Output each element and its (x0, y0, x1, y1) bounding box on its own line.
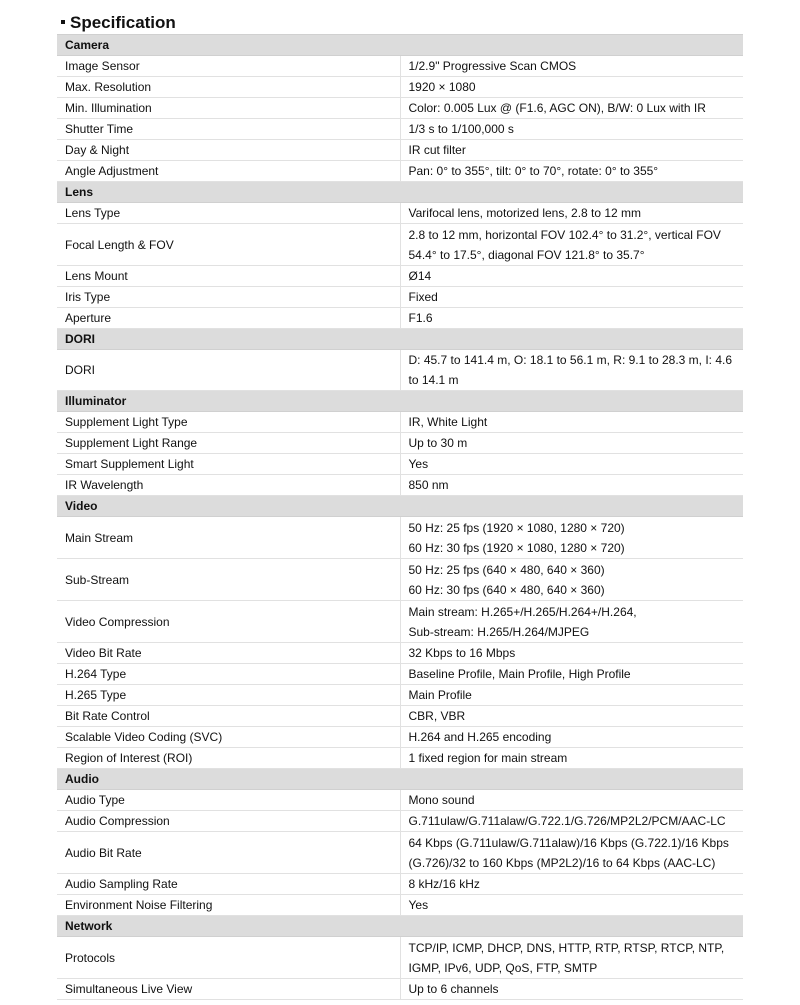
spec-value (400, 56, 743, 77)
spec-value-line: 2.8 to 12 mm, horizontal FOV 102.4° to 31.2°, vertical FOV 54.4° to 17.5°, diagonal FOV 121.8° to 35.7° (408, 227, 721, 262)
spec-value-line: Ø14 (408, 269, 432, 283)
spec-value-line: CBR, VBR (408, 709, 466, 723)
section-title: DORI (57, 329, 743, 350)
spec-value-line: Baseline Profile, Main Profile, High Profile (408, 667, 631, 681)
spec-value-line: Mono sound (408, 793, 475, 807)
spec-key: DORI (57, 350, 400, 391)
spec-value-line: 850 nm (408, 478, 449, 492)
spec-row (57, 350, 743, 391)
spec-row (57, 811, 743, 832)
spec-value-line: Yes (408, 898, 429, 912)
spec-value (400, 832, 743, 874)
section-header (57, 391, 743, 412)
spec-key: Bit Rate Control (57, 706, 400, 727)
spec-key: Max. Resolution (57, 77, 400, 98)
spec-row (57, 266, 743, 287)
spec-key: Sub-Stream (57, 559, 400, 601)
spec-value-line: Pan: 0° to 355°, tilt: 0° to 70°, rotate: 0° to 355° (408, 164, 659, 178)
spec-row (57, 56, 743, 77)
spec-key: Focal Length & FOV (57, 224, 400, 266)
section-title: Network (57, 916, 743, 937)
spec-value (400, 895, 743, 916)
spec-value (400, 412, 743, 433)
spec-key: Lens Mount (57, 266, 400, 287)
spec-value (400, 643, 743, 664)
spec-key: Region of Interest (ROI) (57, 748, 400, 769)
spec-key: Audio Bit Rate (57, 832, 400, 874)
section-header (57, 35, 743, 56)
spec-value-line: H.264 and H.265 encoding (408, 730, 552, 744)
spec-value-line: 1/2.9" Progressive Scan CMOS (408, 59, 577, 73)
spec-row (57, 937, 743, 979)
spec-row (57, 748, 743, 769)
spec-row (57, 119, 743, 140)
spec-key: Day & Night (57, 140, 400, 161)
spec-value (400, 727, 743, 748)
spec-row (57, 685, 743, 706)
spec-value (400, 119, 743, 140)
spec-row (57, 706, 743, 727)
spec-value (400, 98, 743, 119)
spec-value-line: Main Profile (408, 688, 472, 702)
spec-value (400, 748, 743, 769)
spec-key: Min. Illumination (57, 98, 400, 119)
spec-value-line: Up to 30 m (408, 436, 468, 450)
spec-key: Supplement Light Range (57, 433, 400, 454)
spec-value-line: 8 kHz/16 kHz (408, 877, 480, 891)
page-title-text: Specification (70, 13, 176, 32)
spec-key: Scalable Video Coding (SVC) (57, 727, 400, 748)
page-title (57, 12, 743, 34)
spec-row (57, 475, 743, 496)
spec-row (57, 77, 743, 98)
spec-value (400, 433, 743, 454)
spec-key: H.265 Type (57, 685, 400, 706)
section-title: Audio (57, 769, 743, 790)
section-header (57, 916, 743, 937)
spec-key: Angle Adjustment (57, 161, 400, 182)
spec-value (400, 601, 743, 643)
square-bullet-icon (61, 20, 65, 24)
spec-value-line: 60 Hz: 30 fps (640 × 480, 640 × 360) (408, 582, 605, 597)
spec-value-line: F1.6 (408, 311, 433, 325)
spec-row (57, 161, 743, 182)
spec-key: Video Bit Rate (57, 643, 400, 664)
spec-value (400, 203, 743, 224)
spec-value-line: Color: 0.005 Lux @ (F1.6, AGC ON), B/W: 0 Lux with IR (408, 101, 706, 115)
spec-value (400, 161, 743, 182)
spec-row (57, 895, 743, 916)
spec-row (57, 727, 743, 748)
spec-value-line: 32 Kbps to 16 Mbps (408, 646, 516, 660)
spec-key: Iris Type (57, 287, 400, 308)
section-title: Lens (57, 182, 743, 203)
spec-key: IR Wavelength (57, 475, 400, 496)
spec-value-line: 1920 × 1080 (408, 80, 476, 94)
spec-row (57, 308, 743, 329)
spec-value (400, 664, 743, 685)
spec-value (400, 140, 743, 161)
spec-row (57, 664, 743, 685)
spec-value (400, 517, 743, 559)
spec-value (400, 308, 743, 329)
spec-value-line: Main stream: H.265+/H.265/H.264+/H.264, (408, 604, 637, 619)
section-title: Camera (57, 35, 743, 56)
spec-row (57, 601, 743, 643)
spec-key: Audio Sampling Rate (57, 874, 400, 895)
spec-value-line: 60 Hz: 30 fps (1920 × 1080, 1280 × 720) (408, 540, 625, 555)
spec-value (400, 350, 743, 391)
spec-table (57, 34, 743, 1000)
spec-row (57, 832, 743, 874)
spec-row (57, 454, 743, 475)
spec-row (57, 559, 743, 601)
spec-key: Environment Noise Filtering (57, 895, 400, 916)
spec-sheet (57, 12, 743, 1000)
section-title: Video (57, 496, 743, 517)
spec-row (57, 433, 743, 454)
spec-row (57, 203, 743, 224)
spec-value (400, 706, 743, 727)
spec-value (400, 559, 743, 601)
spec-key: Audio Type (57, 790, 400, 811)
section-header (57, 329, 743, 350)
spec-value (400, 685, 743, 706)
spec-value (400, 811, 743, 832)
spec-value (400, 475, 743, 496)
spec-value (400, 454, 743, 475)
spec-row (57, 874, 743, 895)
spec-value (400, 937, 743, 979)
spec-key: Video Compression (57, 601, 400, 643)
spec-value (400, 224, 743, 266)
spec-key: Audio Compression (57, 811, 400, 832)
spec-value-line: IR cut filter (408, 143, 466, 157)
spec-value (400, 77, 743, 98)
spec-key: Simultaneous Live View (57, 979, 400, 1000)
spec-value-line: 50 Hz: 25 fps (1920 × 1080, 1280 × 720) (408, 520, 625, 535)
spec-row (57, 790, 743, 811)
spec-row (57, 140, 743, 161)
spec-value-line: D: 45.7 to 141.4 m, O: 18.1 to 56.1 m, R: 9.1 to 28.3 m, I: 4.6 to 14.1 m (408, 353, 733, 387)
spec-row (57, 98, 743, 119)
spec-value-line: TCP/IP, ICMP, DHCP, DNS, HTTP, RTP, RTSP, RTCP, NTP, IGMP, IPv6, UDP, QoS, FTP, SMTP (408, 940, 725, 975)
spec-value-line: IR, White Light (408, 415, 488, 429)
spec-key: Aperture (57, 308, 400, 329)
spec-value-line: 50 Hz: 25 fps (640 × 480, 640 × 360) (408, 562, 605, 577)
section-header (57, 769, 743, 790)
spec-value-line: 1 fixed region for main stream (408, 751, 568, 765)
spec-row (57, 643, 743, 664)
spec-key: Image Sensor (57, 56, 400, 77)
spec-value (400, 287, 743, 308)
spec-value-line: Yes (408, 457, 429, 471)
section-header (57, 182, 743, 203)
spec-key: Supplement Light Type (57, 412, 400, 433)
spec-value-line: Sub-stream: H.265/H.264/MJPEG (408, 624, 590, 639)
spec-value (400, 266, 743, 287)
spec-value-line: Varifocal lens, motorized lens, 2.8 to 12 mm (408, 206, 642, 220)
spec-key: Smart Supplement Light (57, 454, 400, 475)
spec-value-line: Fixed (408, 290, 438, 304)
section-header (57, 496, 743, 517)
spec-row (57, 517, 743, 559)
spec-value (400, 874, 743, 895)
spec-key: Lens Type (57, 203, 400, 224)
spec-value-line: Up to 6 channels (408, 982, 499, 996)
spec-row (57, 287, 743, 308)
spec-row (57, 412, 743, 433)
spec-value (400, 790, 743, 811)
spec-key: H.264 Type (57, 664, 400, 685)
spec-key: Shutter Time (57, 119, 400, 140)
spec-value (400, 979, 743, 1000)
spec-row (57, 979, 743, 1000)
spec-value-line: 64 Kbps (G.711ulaw/G.711alaw)/16 Kbps (G.722.1)/16 Kbps (G.726)/32 to 160 Kbps (MP2L2)/16 to 64 Kbps (AAC-LC) (408, 835, 729, 870)
spec-value-line: G.711ulaw/G.711alaw/G.722.1/G.726/MP2L2/PCM/AAC-LC (408, 814, 726, 828)
spec-key: Main Stream (57, 517, 400, 559)
spec-value-line: 1/3 s to 1/100,000 s (408, 122, 514, 136)
spec-key: Protocols (57, 937, 400, 979)
spec-row (57, 224, 743, 266)
section-title: Illuminator (57, 391, 743, 412)
